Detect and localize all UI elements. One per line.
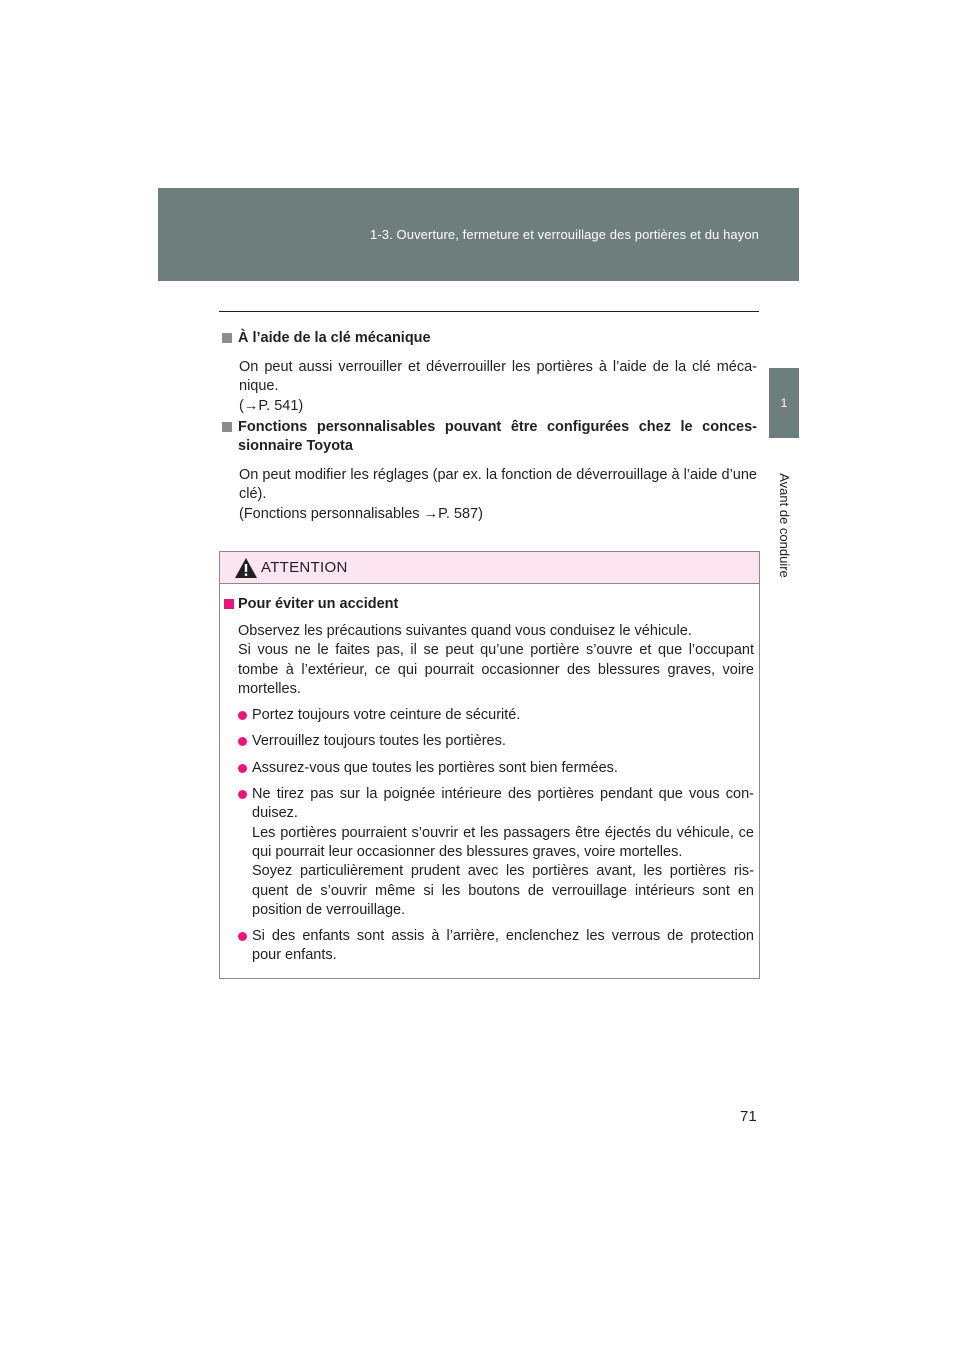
warning-paragraph: Si vous ne le faites pas, il se peut qu’une portière s’ouvre et que l’occupant tombe à l’extérieur, ce qui pourrait occasionner des blessures graves, voire mortelles. [238,642,754,697]
top-divider [219,311,759,312]
square-bullet-icon [222,333,232,343]
section-paragraph: On peut aussi verrouiller et déverrouiller les portières à l’aide de la clé méca-nique. [239,359,757,395]
header-title: 1-3. Ouverture, fermeture et verrouillage des portières et du hayon [370,227,759,242]
header-band [158,188,799,281]
section-heading: À l’aide de la clé mécanique [222,329,757,348]
list-item: Portez toujours votre ceinture de sécurité. [224,706,754,725]
round-bullet-icon [238,711,247,720]
page-reference: (→P. 541) [239,397,304,414]
section-paragraph: On peut modifier les réglages (par ex. la fonction de déverrouillage à l’aide d’une clé). [239,467,757,503]
warning-content [224,595,754,966]
section-customizable-functions [222,418,757,524]
chapter-number: 1 [780,396,788,410]
chapter-tab[interactable] [769,368,799,438]
round-bullet-icon [238,790,247,799]
list-item: Ne tirez pas sur la poignée intérieure des portières pendant que vous con-duisez. Les portières pourraient s’ouvrir et les passagers être éjectés du véhicule, ce qui pourrait leur occasionner des blessures graves, voire mortelles. Soyez particulièrement prudent avec les portières avant, les portières ris-quent de s’ouvrir même si les boutons de verrouillage intérieurs sont en position de verrouillage. [224,785,754,920]
round-bullet-icon [238,737,247,746]
warning-intro [224,622,754,699]
square-bullet-icon [222,422,232,432]
page-number: 71 [740,1108,757,1125]
warning-box [219,551,760,979]
list-item: Si des enfants sont assis à l’arrière, enclenchez les verrous de protection pour enfants. [224,927,754,966]
list-item: Assurez-vous que toutes les portières sont bien fermées. [224,759,754,778]
chapter-side-label [760,450,808,600]
warning-paragraph: Observez les précautions suivantes quand vous conduisez le véhicule. [238,623,692,639]
warning-title: ATTENTION [261,559,348,576]
round-bullet-icon [238,932,247,941]
section-mechanical-key [222,329,757,416]
chapter-label: Avant de conduire [776,472,792,578]
round-bullet-icon [238,764,247,773]
warning-header [220,552,759,584]
warning-heading: Pour éviter un accident [224,595,754,614]
section-heading: Fonctions personnalisables pouvant être configurées chez le conces-sionnaire Toyota [222,418,757,456]
page-reference: (Fonctions personnalisables →P. 587) [239,505,483,522]
list-item: Verrouillez toujours toutes les portières. [224,732,754,751]
warning-triangle-icon [234,557,258,579]
section-body [222,358,757,416]
section-body [222,466,757,524]
square-bullet-icon [224,599,234,609]
